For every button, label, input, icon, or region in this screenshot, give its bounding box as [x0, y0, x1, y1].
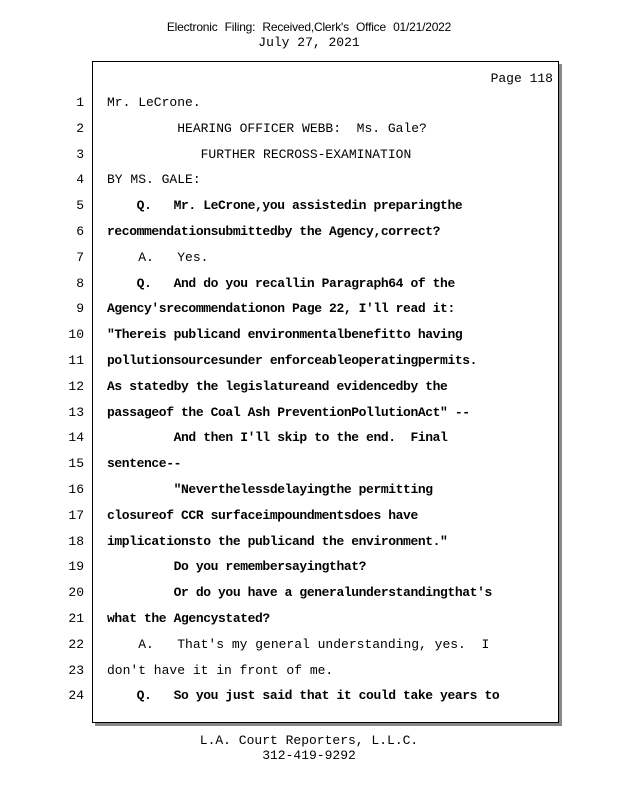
- footer-company: L.A. Court Reporters, L.L.C.: [199, 733, 419, 748]
- line-text: Q. Mr. LeCrone,you assistedin preparingthe: [107, 198, 463, 214]
- line-number: 13: [68, 404, 84, 420]
- line-number: 11: [68, 353, 84, 368]
- line-text: A. Yes.: [107, 249, 209, 265]
- footer-phone: 312-419-9292: [262, 748, 356, 763]
- line-number: 3: [76, 146, 84, 162]
- line-number: 8: [76, 275, 84, 291]
- line-number: 5: [76, 198, 84, 214]
- line-number: 6: [76, 224, 84, 239]
- page-number: Page 118: [490, 71, 553, 86]
- transcript-date: July 27, 2021: [258, 35, 360, 50]
- line-text: passageof the Coal Ash PreventionPollutionAct" --: [107, 404, 470, 420]
- line-text: And then I'll skip to the end. Final: [107, 430, 448, 446]
- line-text: don't have it in front of me.: [107, 662, 334, 678]
- line-number: 7: [76, 249, 84, 265]
- line-text: Mr. LeCrone.: [107, 95, 201, 110]
- line-text: BY MS. GALE:: [107, 172, 201, 188]
- line-number: 17: [68, 507, 84, 523]
- line-text: what the Agencystated?: [107, 611, 270, 626]
- line-text: "Neverthelessdelayingthe permitting: [107, 482, 433, 497]
- line-number: 20: [68, 585, 84, 601]
- line-number: 4: [76, 172, 84, 188]
- line-number: 10: [68, 327, 84, 343]
- line-number: 23: [68, 662, 84, 678]
- line-text: Q. So you just said that it could take years to: [107, 688, 500, 704]
- line-text: Q. And do you recallin Paragraph64 of the: [107, 275, 455, 291]
- line-text: sentence--: [107, 456, 182, 472]
- line-number: 22: [68, 636, 84, 652]
- line-text: A. That's my general understanding, yes. I: [107, 636, 490, 652]
- line-number: 15: [68, 456, 84, 472]
- line-number: 16: [68, 482, 84, 497]
- line-number: 1: [76, 95, 84, 110]
- line-number: 24: [68, 688, 84, 704]
- line-text: closureof CCR surfaceimpoundmentsdoes have: [107, 507, 418, 523]
- line-text: As statedby the legislatureand evidencedby the: [107, 378, 448, 394]
- line-text: implicationsto the publicand the environment.": [107, 533, 448, 549]
- filing-stamp: Electronic Filing: Received,Clerk's Office 01/21/2022: [166, 20, 452, 34]
- line-text: pollutionsourcesunder enforceableoperatingpermits.: [107, 353, 478, 368]
- line-number: 12: [68, 378, 84, 394]
- line-text: HEARING OFFICER WEBB: Ms. Gale?: [107, 120, 427, 136]
- line-text: Do you remembersayingthat?: [107, 559, 367, 575]
- line-number: 2: [76, 120, 84, 136]
- line-number: 21: [68, 611, 84, 626]
- line-text: recommendationsubmittedby the Agency,correct?: [107, 224, 441, 239]
- line-number: 14: [68, 430, 84, 446]
- line-text: Agency'srecommendationon Page 22, I'll read it:: [107, 301, 455, 317]
- line-text: Or do you have a generalunderstandingthat's: [107, 585, 492, 601]
- line-text: FURTHER RECROSS-EXAMINATION: [107, 146, 412, 162]
- line-number: 19: [68, 559, 84, 575]
- line-text: "Thereis publicand environmentalbenefitto having: [107, 327, 463, 343]
- line-number: 18: [68, 533, 84, 549]
- line-number: 9: [76, 301, 84, 317]
